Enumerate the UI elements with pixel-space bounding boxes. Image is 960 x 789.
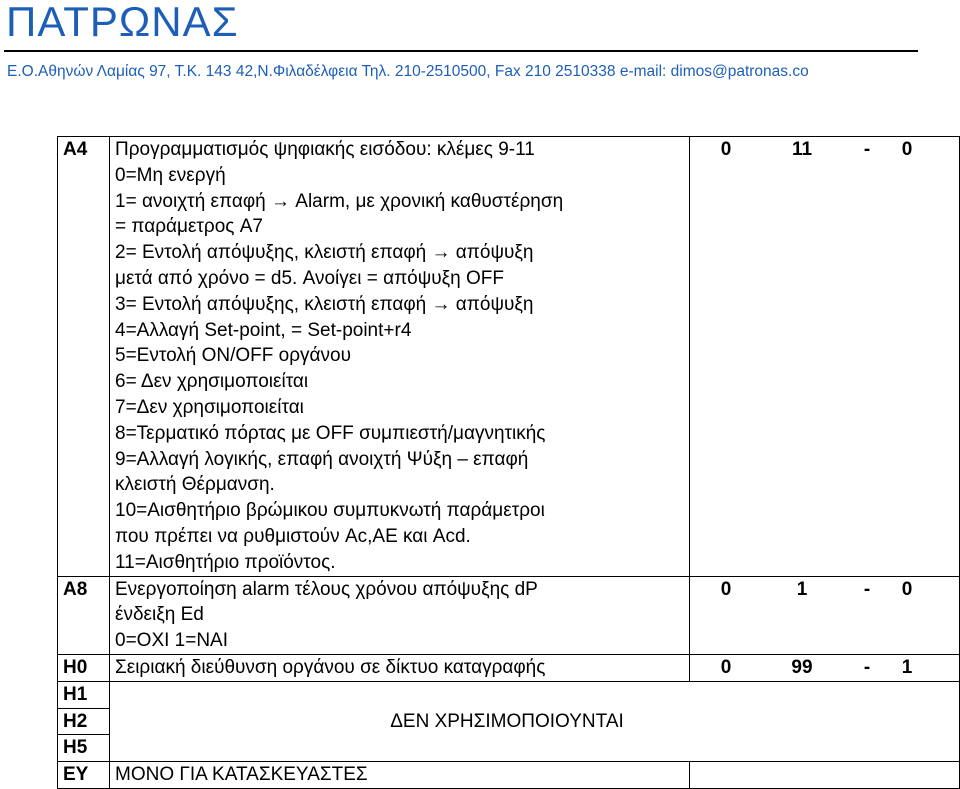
header-divider — [4, 50, 918, 52]
range-dash: - — [863, 578, 871, 600]
company-title: ΠΑΤΡΩΝΑΣ — [6, 0, 239, 45]
range-min: 0 — [720, 139, 732, 160]
range-min: 0 — [720, 578, 732, 600]
range-default: 0 — [901, 139, 913, 160]
param-row-a8 — [58, 576, 960, 654]
param-description — [110, 654, 690, 681]
description-line: κλειστή Θέρμανση. — [115, 474, 275, 496]
description-line: 6= Δεν χρησιμοποιείται — [115, 371, 309, 393]
unused-note: ΔΕΝ ΧΡΗΣΙΜΟΠΟΙΟΥΝΤΑΙ — [390, 710, 624, 732]
range-max: 11 — [791, 139, 813, 160]
description-line: μετά από χρόνο = d5. Ανοίγει = απόψυξη OFF — [115, 267, 505, 289]
description-line: 7=Δεν χρησιμοποιείται — [115, 396, 304, 418]
param-code: A4 — [58, 137, 110, 577]
param-range — [690, 137, 960, 577]
description-line: 5=Εντολή ON/OFF οργάνου — [115, 345, 351, 367]
param-row-h1 — [58, 681, 960, 708]
param-description — [110, 576, 690, 654]
range-max: 1 — [796, 578, 808, 600]
param-row-ey — [58, 762, 960, 789]
description-line: 4=Αλλαγή Set-point, = Set-point+r4 — [115, 319, 412, 341]
range-default: 0 — [901, 578, 913, 600]
param-code: EY — [58, 762, 110, 789]
param-row-a4 — [58, 137, 960, 577]
range-min: 0 — [720, 656, 732, 678]
description-line: 9=Αλλαγή λογικής, επαφή ανοιχτή Ψύξη – επαφή — [115, 448, 529, 470]
description-line: που πρέπει να ρυθμιστούν Ac,AE και Acd. — [115, 525, 471, 547]
param-row-h0 — [58, 654, 960, 681]
parameters-table — [57, 136, 960, 789]
param-code: H1 — [58, 681, 110, 708]
param-code: H0 — [58, 654, 110, 681]
contact-line: Ε.Ο.Αθηνών Λαμίας 97, Τ.Κ. 143 42,Ν.Φιλαδέλφεια Τηλ. 210-2510500, Fax 210 2510338 e-mail: dimos@patronas.co — [7, 63, 809, 80]
manufacturer-only-note: ΜΟΝΟ ΓΙΑ ΚΑΤΑΣΚΕΥΑΣΤΕΣ — [110, 762, 690, 789]
param-code: A8 — [58, 576, 110, 654]
description-line: ένδειξη Ed — [115, 604, 204, 626]
param-code: H5 — [58, 735, 110, 762]
range-dash: - — [863, 139, 871, 160]
range-dash: - — [863, 656, 871, 678]
range-default: 1 — [901, 656, 913, 678]
description-line: = παράμετρος A7 — [115, 216, 263, 238]
description-line: Προγραμματισμός ψηφιακής εισόδου: κλέμες 9-11 — [115, 139, 535, 160]
param-description — [110, 137, 690, 577]
param-range — [690, 654, 960, 681]
unused-note-cell — [110, 681, 960, 761]
description-line: 3= Εντολή απόψυξης, κλειστή επαφή → απόψυξη — [115, 293, 534, 315]
description-line: Ενεργοποίηση alarm τέλους χρόνου απόψυξης dP — [115, 578, 538, 600]
description-line: 11=Αισθητήριο προϊόντος. — [115, 551, 336, 573]
empty-range-cell — [690, 762, 960, 789]
description-line: 0=OXI 1=NAI — [115, 630, 229, 652]
description-line: 0=Μη ενεργή — [115, 164, 226, 186]
param-range — [690, 576, 960, 654]
description-line: 2= Εντολή απόψυξης, κλειστή επαφή → απόψυξη — [115, 242, 534, 264]
description-line: 10=Αισθητήριο βρώμικου συμπυκνωτή παράμετροι — [115, 500, 545, 522]
param-code: H2 — [58, 708, 110, 735]
description-line: 1= ανοιχτή επαφή → Alarm, με χρονική καθυστέρηση — [115, 190, 564, 212]
description-line: Σειριακή διεύθυνση οργάνου σε δίκτυο καταγραφής — [115, 656, 546, 678]
range-max: 99 — [791, 656, 813, 678]
description-line: 8=Τερματικό πόρτας με OFF συμπιεστή/μαγνητικής — [115, 422, 546, 444]
